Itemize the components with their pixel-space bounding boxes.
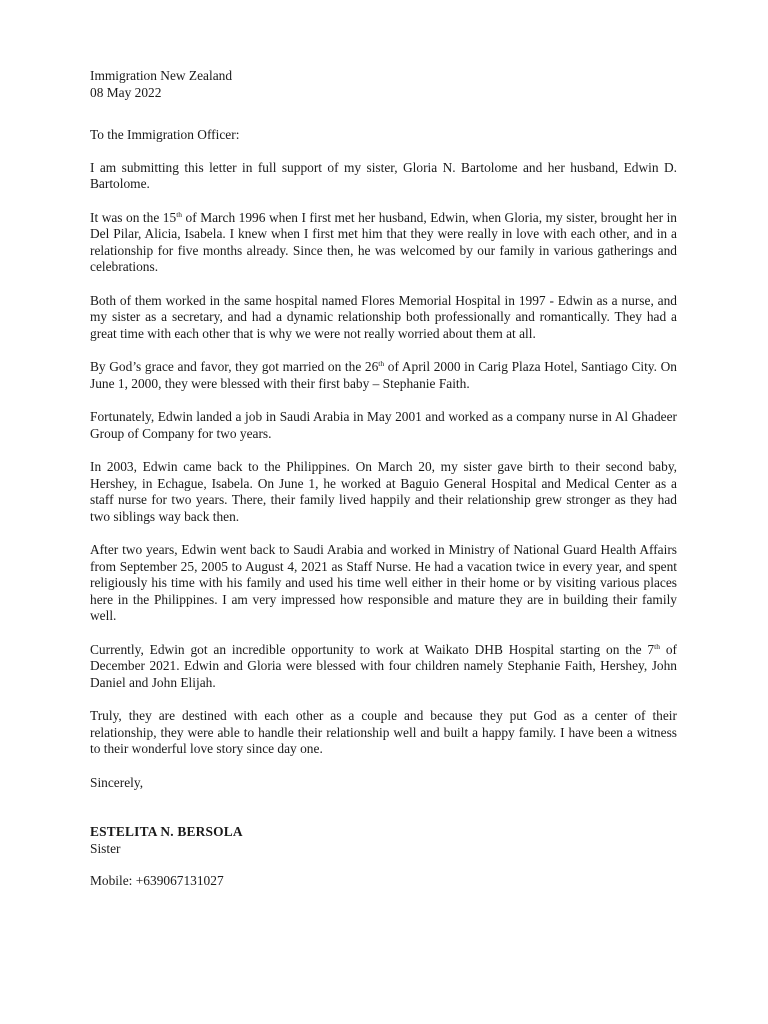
paragraph-text: of December 2021. Edwin and Gloria were blessed with four children namely Stephanie Faith, Hershey, John Daniel and John Elijah. (90, 641, 677, 690)
ordinal-suffix: th (654, 641, 660, 651)
paragraph-waikato (90, 642, 677, 692)
paragraph-text: of March 1996 when I first met her husband, Edwin, when Gloria, my sister, brought her in Del Pilar, Alicia, Isabela. I knew when I first met him that they were really in love with each other, and in a relationship for five months already. Since then, he was welcomed by our family in various gatherings and celebrations. (90, 209, 677, 274)
signature-block (90, 824, 677, 890)
letter-date: 08 May 2022 (90, 84, 162, 100)
paragraph-conclusion: Truly, they are destined with each other as a couple and because they put God as a center of their relationship, they were able to handle their relationship well and built a happy family. I have been a witness to their wonderful love story since day one. (90, 708, 677, 756)
paragraph-first-meeting (90, 210, 677, 276)
paragraph-hospital: Both of them worked in the same hospital named Flores Memorial Hospital in 1997 - Edwin as a nurse, and my sister as a secretary, and had a dynamic relationship both professionally and romantically. They had a great time with each other that is why we were not really worried about them at all. (90, 292, 677, 341)
paragraph-text: Currently, Edwin got an incredible opportunity to work at Waikato DHB Hospital starting on the 7 (90, 641, 655, 657)
paragraph-support: I am submitting this letter in full support of my sister, Gloria N. Bartolome and her husband, Edwin D. Bartolome. (90, 159, 677, 191)
letter-header (90, 68, 677, 101)
signatory-name: ESTELITA N. BERSOLA (90, 824, 243, 839)
paragraph-national-guard: After two years, Edwin went back to Saudi Arabia and worked in Ministry of National Guard Health Affairs from September 25, 2005 to August 4, 2021 as Staff Nurse. He had a vacation twice in every year, and spent religiously his time with his family and used his time well either in their home or by visiting various places here in the Philippines. I am very impressed how responsible and mature they are in building their family well. (90, 542, 677, 623)
paragraph-text: It was on the 15 (90, 209, 177, 225)
ordinal-suffix: th (176, 209, 183, 219)
salutation: To the Immigration Officer: (90, 127, 240, 142)
ordinal-suffix: th (378, 359, 385, 368)
recipient-org: Immigration New Zealand (90, 68, 233, 83)
paragraph-text: By God’s grace and favor, they got married on the 26 (90, 359, 379, 374)
closing: Sincerely, (90, 774, 144, 790)
paragraph-marriage (90, 359, 677, 392)
paragraph-saudi-job: Fortunately, Edwin landed a job in Saudi Arabia in May 2001 and worked as a company nurse in Al Ghadeer Group of Company for two years. (90, 409, 677, 441)
paragraph-return-philippines: In 2003, Edwin came back to the Philippines. On March 20, my sister gave birth to their second baby, Hershey, in Echague, Isabela. On June 1, he worked at Baguio General Hospital and Medical Center as a staff nurse for two years. There, their family lived happily and their relationship grew stronger as they had two siblings way back then. (90, 459, 677, 524)
signatory-mobile: Mobile: +639067131027 (90, 873, 224, 888)
letter-page (90, 68, 677, 890)
signatory-relation: Sister (90, 840, 121, 856)
paragraph-text: of April 2000 in Carig Plaza Hotel, Santiago City. On June 1, 2000, they were blessed with their first baby – Stephanie Faith. (90, 359, 677, 391)
